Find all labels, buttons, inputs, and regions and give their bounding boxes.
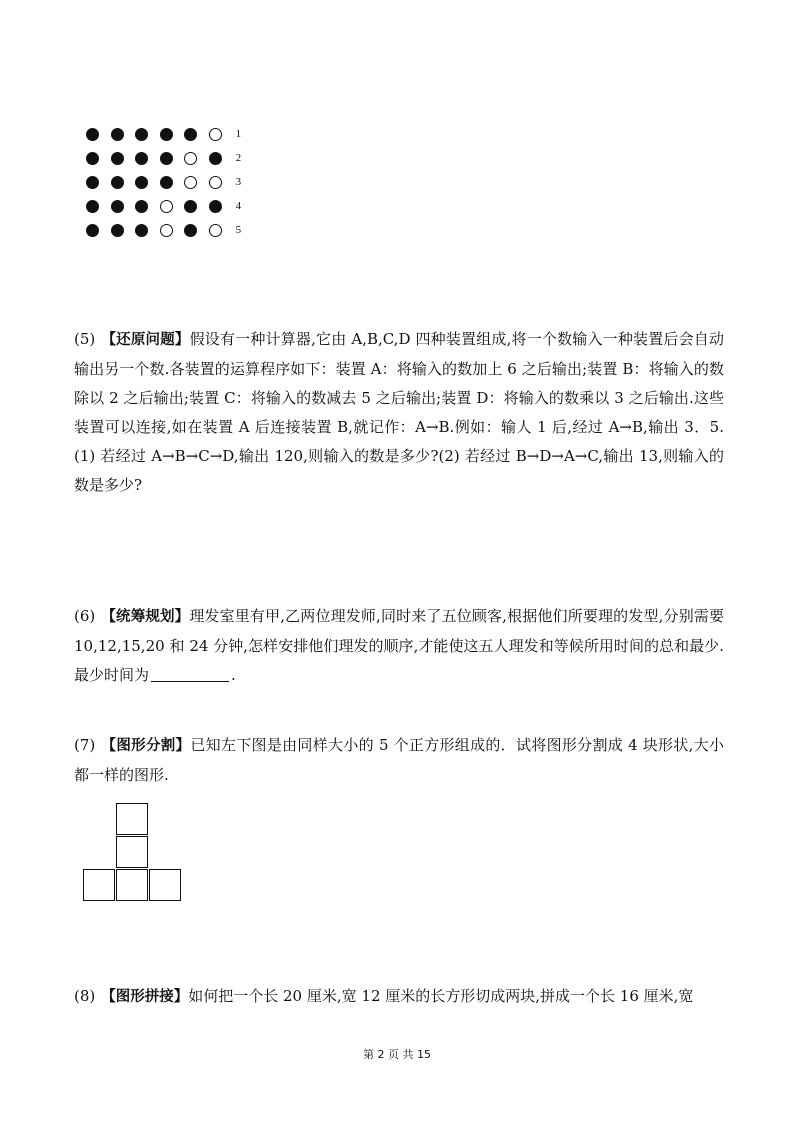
problem-number: (8) bbox=[74, 987, 96, 1005]
dot-row bbox=[86, 194, 256, 218]
problem-tag: 【图形拼接】 bbox=[101, 989, 189, 1005]
filled-dot bbox=[86, 152, 99, 165]
filled-dot bbox=[86, 128, 99, 141]
problem-tag: 【统筹规划】 bbox=[101, 609, 190, 625]
filled-dot bbox=[135, 152, 148, 165]
empty-dot bbox=[209, 128, 222, 141]
problem-text-end: . bbox=[231, 666, 236, 684]
problem-5 bbox=[74, 325, 724, 500]
problem-tag: 【图形分割】 bbox=[101, 738, 191, 754]
square-top bbox=[116, 803, 148, 835]
row-number: 1 bbox=[235, 128, 242, 140]
row-number: 5 bbox=[235, 224, 242, 236]
dot-row bbox=[86, 218, 256, 242]
square-bottom-center bbox=[116, 869, 148, 901]
dot-row bbox=[86, 122, 256, 146]
problem-number: (7) bbox=[74, 736, 96, 754]
filled-dot bbox=[86, 176, 99, 189]
filled-dot bbox=[135, 128, 148, 141]
empty-dot bbox=[184, 152, 197, 165]
row-number: 2 bbox=[235, 152, 242, 164]
five-squares-figure bbox=[83, 803, 183, 903]
row-number: 4 bbox=[235, 200, 242, 212]
filled-dot bbox=[135, 200, 148, 213]
empty-dot bbox=[160, 200, 173, 213]
filled-dot bbox=[135, 224, 148, 237]
filled-dot bbox=[86, 200, 99, 213]
filled-dot bbox=[184, 224, 197, 237]
filled-dot bbox=[111, 152, 124, 165]
filled-dot bbox=[111, 200, 124, 213]
square-bottom-left bbox=[83, 869, 115, 901]
dot-row bbox=[86, 146, 256, 170]
page-footer: 第 2 页 共 15 bbox=[363, 1048, 431, 1061]
empty-dot bbox=[184, 176, 197, 189]
problem-tag: 【还原问题】 bbox=[101, 332, 190, 348]
problem-text: 假设有一种计算器,它由 A,B,C,D 四种装置组成,将一个数输入一种装置后会自动输出另一个数.各装置的运算程序如下：装置 A：将输入的数加上 6 之后输出;装置 B：将输入的数除以 2 之后输出;装置 C：将输入的数减去 5 之后输出;装置 D：将输入的数乘以 3 之后输出.这些装置可以连接,如在装置 A 后连接装置 B,就记作：A→B.例如：输人 1 后,经过 A→B,输出 3．5.(1) 若经过 A→B→C→D,输出 120,则输入的数是多少?(2) 若经过 B→D→A→C,输出 13,则输入的数是多少? bbox=[74, 330, 724, 494]
square-middle bbox=[116, 836, 148, 868]
filled-dot bbox=[160, 152, 173, 165]
square-bottom-right bbox=[149, 869, 181, 901]
empty-dot bbox=[209, 176, 222, 189]
problem-number: (5) bbox=[74, 330, 96, 348]
dot-row bbox=[86, 170, 256, 194]
row-number: 3 bbox=[235, 176, 242, 188]
filled-dot bbox=[86, 224, 99, 237]
problem-6 bbox=[74, 602, 724, 690]
answer-blank[interactable] bbox=[151, 665, 229, 682]
filled-dot bbox=[160, 128, 173, 141]
filled-dot bbox=[111, 128, 124, 141]
problem-number: (6) bbox=[74, 607, 96, 625]
filled-dot bbox=[184, 200, 197, 213]
filled-dot bbox=[111, 176, 124, 189]
problem-8 bbox=[74, 982, 724, 1012]
filled-dot bbox=[160, 176, 173, 189]
filled-dot bbox=[135, 176, 148, 189]
filled-dot bbox=[209, 200, 222, 213]
problem-text: 如何把一个长 20 厘米,宽 12 厘米的长方形切成两块,拼成一个长 16 厘米,宽 bbox=[188, 987, 694, 1005]
filled-dot bbox=[111, 224, 124, 237]
dot-pattern-figure bbox=[86, 122, 256, 242]
filled-dot bbox=[209, 152, 222, 165]
problem-7 bbox=[74, 731, 724, 790]
problem-text: 已知左下图是由同样大小的 5 个正方形组成的．试将图形分割成 4 块形状,大小都一样的图形. bbox=[74, 736, 725, 784]
problem-text: 理发室里有甲,乙两位理发师,同时来了五位顾客,根据他们所要理的发型,分别需要 10,12,15,20 和 24 分钟,怎样安排他们理发的顺序,才能使这五人理发和等候所用时间的总和最少.最少时间为 bbox=[74, 607, 724, 684]
filled-dot bbox=[184, 128, 197, 141]
empty-dot bbox=[209, 224, 222, 237]
empty-dot bbox=[160, 224, 173, 237]
